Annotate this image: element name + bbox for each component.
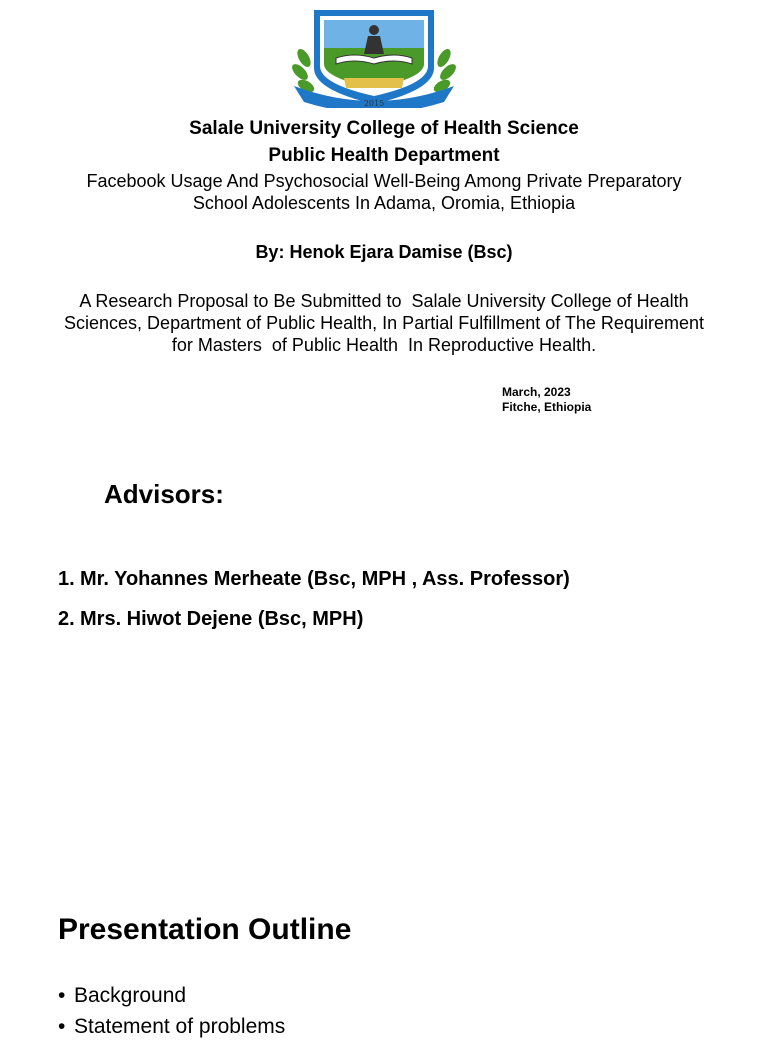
advisor-name: Mr. Yohannes Merheate (Bsc, MPH , Ass. Professor)	[80, 568, 570, 590]
advisor-name: Mrs. Hiwot Dejene (Bsc, MPH)	[80, 608, 364, 630]
university-name: Salale University College of Health Science	[189, 118, 579, 139]
advisor-number: 2.	[58, 608, 75, 630]
outline-heading: Presentation Outline	[58, 913, 352, 946]
advisor-item	[58, 606, 363, 632]
svg-text:2015: 2015	[363, 99, 385, 108]
proposal-statement-line: A Research Proposal to Be Submitted to Salale University College of Health	[79, 291, 689, 311]
proposal-place: Fitche, Ethiopia	[502, 400, 592, 414]
bullet-icon: •	[58, 1015, 66, 1038]
author-line: By: Henok Ejara Damise (Bsc)	[255, 242, 513, 262]
advisor-number: 1.	[58, 568, 75, 590]
proposal-title-line: School Adolescents In Adama, Oromia, Ethiopia	[192, 193, 576, 213]
university-seal-icon	[284, 8, 464, 108]
outline-item	[58, 1013, 285, 1040]
proposal-statement-line: Sciences, Department of Public Health, In Partial Fulfillment of The Requirement	[64, 313, 704, 333]
advisor-item	[58, 566, 570, 592]
bullet-icon: •	[58, 984, 66, 1007]
proposal-statement	[12, 290, 756, 356]
outline-item	[58, 982, 285, 1009]
outline-item-label: Background	[74, 984, 187, 1007]
advisors-heading: Advisors:	[104, 479, 224, 509]
proposal-date: March, 2023	[502, 385, 571, 399]
proposal-title	[20, 170, 748, 214]
outline-list	[58, 982, 285, 1044]
proposal-statement-line: for Masters of Public Health In Reproductive Health.	[171, 335, 597, 355]
department-name: Public Health Department	[268, 145, 500, 166]
outline-item-label: Statement of problems	[74, 1015, 286, 1038]
date-place	[502, 385, 591, 415]
proposal-title-line: Facebook Usage And Psychosocial Well-Being Among Private Preparatory	[86, 171, 682, 191]
